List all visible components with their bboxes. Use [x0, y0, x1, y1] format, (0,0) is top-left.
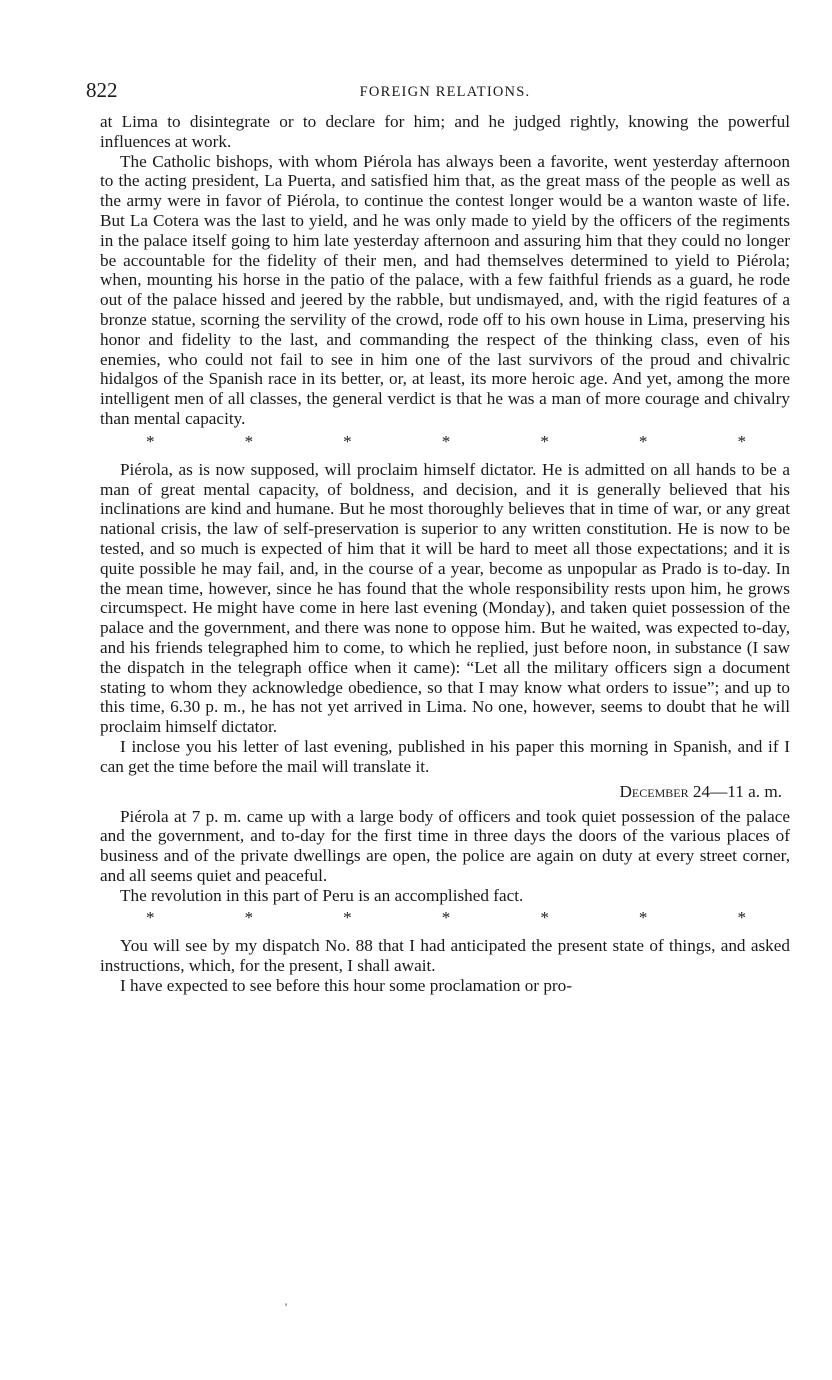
star: * [540, 431, 549, 451]
running-head: FOREIGN RELATIONS. [359, 84, 531, 100]
section-break [100, 432, 790, 452]
paragraph-dispatch: You will see by my dispatch No. 88 that I had anticipated the present state of things, and asked instructions, which, for the present, I shall await. [100, 936, 790, 976]
star: * [638, 431, 648, 451]
paragraph-possession: Piérola at 7 p. m. came up with a large body of officers and took quiet possession of the palace and the government, and to-day for the first time in three days the doors of the various places of business and of the private dwellings are open, the police are again on duty at every street corner, and all seems quiet and peaceful. [100, 806, 790, 885]
star: * [244, 908, 254, 928]
star: * [737, 431, 746, 451]
dateline-month: December [619, 781, 689, 801]
paragraph-dictator: Piérola, as is now supposed, will proclaim himself dictator. He is admitted on all hands to be a man of great mental capacity, of boldness, and decision, and it is generally believed that his inclinations are kind and humane. But he most thoroughly believes that in time of war, or any great national crisis, the law of self-preservation is superior to any written constitution. He is now to be tested, and so much is expected of him that it will be hard to meet all those expectations; and it is quite possible he may fail, and, in the course of a year, become as unpopular as Prado is to-day. In the mean time, however, since he has found that the whole responsibility rests upon him, he grows circumspect. He might have come in here last evening (Monday), and taken quiet possession of the palace and the government, and there was none to oppose him. But he waited, was expected to-day, and his friends telegraphed him to come, to which he replied, just before noon, in substance (I saw the dispatch in the telegraph office when it came): “Let all the military officers sign a document stating to whom they acknowledge obedience, so that I may know what orders to issue”; and up to this time, 6.30 p. m., he has not yet arrived in Lima. No one, however, seems to doubt that he will proclaim himself dictator. [100, 459, 790, 737]
star: * [737, 908, 746, 928]
star: * [146, 908, 155, 928]
page-header [86, 78, 790, 112]
star: * [638, 908, 648, 928]
star: * [244, 431, 254, 451]
section-break-2 [100, 908, 790, 928]
dateline [100, 781, 790, 803]
star: * [343, 431, 352, 451]
paragraph-bishops: The Catholic bishops, with whom Piérola has always been a favorite, went yesterday afternoon to the acting president, La Puerta, and satisfied him that, as the great mass of the people as well as the army were in favor of Piérola, to continue the contest longer would be a wanton waste of life. But La Cotera was the last to yield, and he was only made to yield by the officers of the regiments in the palace itself going to him late yesterday afternoon and assuring him that they could no longer be accountable for the fidelity of their men, and had themselves determined to yield to Piérola; when, mounting his horse in the patio of the palace, with a few faithful friends as a guard, he rode out of the palace hissed and jeered by the rabble, but undismayed, and, with the rigid features of a bronze statue, scorning the servility of the crowd, rode off to his own house in Lima, preserving his honor and fidelity to the last, and commanding the respect of the thinking class, even of his enemies, who could not fail to see in him one of the last survivors of the proud and chivalric hidalgos of the Spanish race in its better, or, at least, its more heroic age. And yet, among the more intelligent men of all classes, the general verdict is that he was a man of more courage and chivalry than mental capacity. [100, 151, 790, 428]
star: * [441, 908, 451, 928]
star: * [343, 908, 352, 928]
paragraph-proclamation: I have expected to see before this hour some proclamation or pro- [120, 976, 572, 996]
dateline-time: 24—11 a. m. [688, 781, 782, 801]
star: * [540, 908, 549, 928]
paragraph-revolution: The revolution in this part of Peru is an accomplished fact. [120, 885, 524, 905]
star: * [441, 431, 451, 451]
stray-mark: ' [285, 1300, 288, 1314]
star: * [146, 431, 155, 451]
paragraph-continuation: at Lima to disintegrate or to declare for him; and he judged rightly, knowing the powerful influences at work. [100, 112, 790, 151]
page-number: 822 [86, 78, 118, 102]
paragraph-letter: I inclose you his letter of last evening, published in his paper this morning in Spanish, and if I can get the time before the mail will translate it. [100, 736, 790, 776]
document-page [86, 78, 790, 996]
